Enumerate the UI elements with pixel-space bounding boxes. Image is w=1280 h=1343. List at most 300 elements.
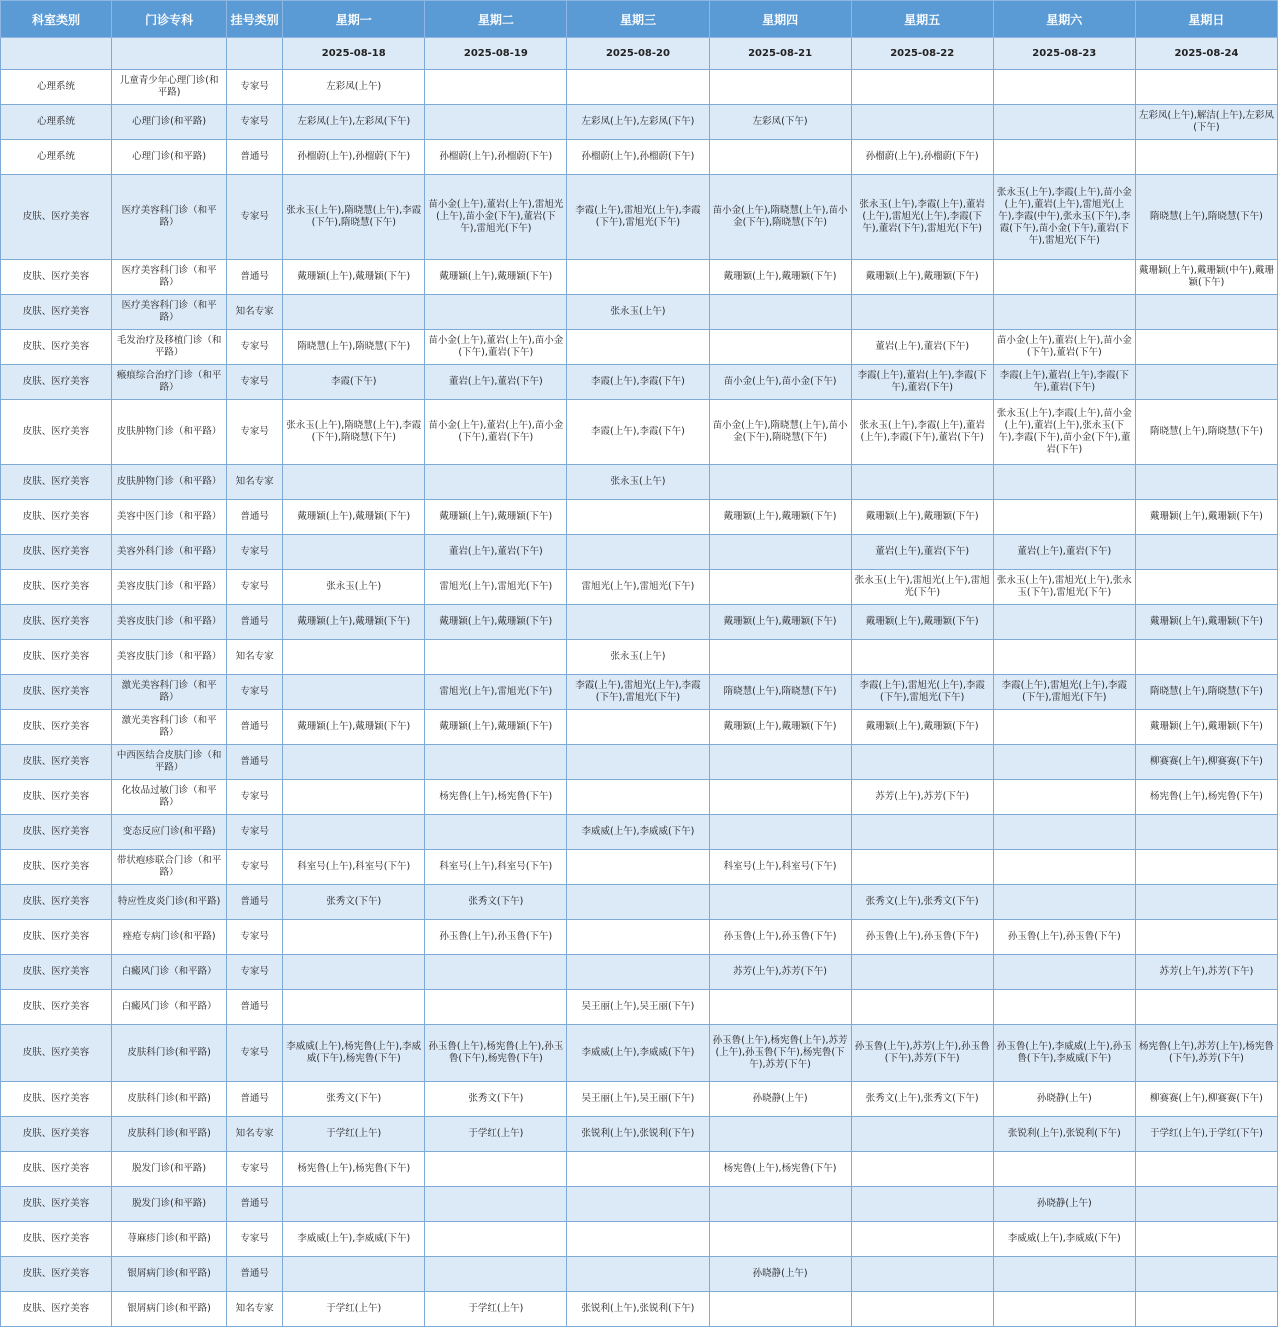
table-row	[1, 400, 1278, 465]
schedule-cell-tuesday	[425, 990, 567, 1025]
table-row	[1, 465, 1278, 500]
schedule-cell-saturday	[993, 1257, 1135, 1292]
schedule-cell-sunday	[1135, 885, 1277, 920]
schedule-cell-monday	[283, 295, 425, 330]
schedule-cell-sunday	[1135, 1257, 1277, 1292]
table-row	[1, 815, 1278, 850]
table-row	[1, 1152, 1278, 1187]
dept-cell: 皮肤、医疗美容	[1, 365, 112, 400]
schedule-cell-monday: 张永玉(上午),隋晓慧(上午),李霞(下午),隋晓慧(下午)	[283, 400, 425, 465]
schedule-cell-saturday	[993, 815, 1135, 850]
schedule-cell-wednesday	[567, 535, 709, 570]
schedule-cell-thursday	[709, 570, 851, 605]
schedule-cell-thursday: 孙晓静(上午)	[709, 1257, 851, 1292]
type-cell: 普通号	[227, 710, 283, 745]
dept-cell: 皮肤、医疗美容	[1, 1117, 112, 1152]
schedule-cell-tuesday: 孙榴蔚(上午),孙榴蔚(下午)	[425, 140, 567, 175]
clinic-cell: 医疗美容科门诊（和平路）	[112, 175, 227, 260]
schedule-cell-friday: 董岩(上午),董岩(下午)	[851, 330, 993, 365]
schedule-cell-friday	[851, 1222, 993, 1257]
header-type: 挂号类别	[227, 1, 283, 38]
schedule-cell-thursday	[709, 640, 851, 675]
type-cell: 专家号	[227, 675, 283, 710]
dept-cell: 皮肤、医疗美容	[1, 780, 112, 815]
schedule-cell-wednesday	[567, 500, 709, 535]
dept-cell: 皮肤、医疗美容	[1, 330, 112, 365]
schedule-cell-sunday: 苏芳(上午),苏芳(下午)	[1135, 955, 1277, 990]
schedule-cell-monday: 于学红(上午)	[283, 1117, 425, 1152]
table-row	[1, 605, 1278, 640]
header-dept: 科室类别	[1, 1, 112, 38]
clinic-cell: 中西医结合皮肤门诊（和平路）	[112, 745, 227, 780]
schedule-cell-wednesday: 李霞(上午),雷旭光(上午),李霞(下午),雷旭光(下午)	[567, 175, 709, 260]
type-cell: 专家号	[227, 1222, 283, 1257]
schedule-cell-wednesday	[567, 920, 709, 955]
schedule-cell-thursday	[709, 1187, 851, 1222]
type-cell: 专家号	[227, 780, 283, 815]
schedule-cell-friday	[851, 990, 993, 1025]
schedule-cell-monday	[283, 640, 425, 675]
table-row	[1, 1082, 1278, 1117]
dept-cell: 皮肤、医疗美容	[1, 260, 112, 295]
schedule-cell-monday: 戴珊颖(上午),戴珊颖(下午)	[283, 710, 425, 745]
clinic-cell: 带状疱疹联合门诊（和平路）	[112, 850, 227, 885]
schedule-cell-friday	[851, 1152, 993, 1187]
clinic-cell: 激光美容科门诊（和平路）	[112, 675, 227, 710]
schedule-cell-sunday	[1135, 570, 1277, 605]
schedule-cell-thursday: 杨宪鲁(上午),杨宪鲁(下午)	[709, 1152, 851, 1187]
schedule-cell-saturday	[993, 955, 1135, 990]
schedule-cell-saturday: 孙晓静(上午)	[993, 1082, 1135, 1117]
schedule-cell-thursday: 戴珊颖(上午),戴珊颖(下午)	[709, 605, 851, 640]
type-cell: 知名专家	[227, 295, 283, 330]
schedule-cell-wednesday	[567, 1187, 709, 1222]
type-cell: 普通号	[227, 260, 283, 295]
type-cell: 普通号	[227, 605, 283, 640]
table-row	[1, 675, 1278, 710]
schedule-cell-monday: 隋晓慧(上午),隋晓慧(下午)	[283, 330, 425, 365]
table-row	[1, 1025, 1278, 1082]
clinic-cell: 医疗美容科门诊（和平路）	[112, 295, 227, 330]
schedule-cell-thursday	[709, 1117, 851, 1152]
table-row	[1, 1257, 1278, 1292]
schedule-cell-tuesday: 于学红(上午)	[425, 1292, 567, 1327]
schedule-cell-saturday: 李威威(上午),李威威(下午)	[993, 1222, 1135, 1257]
header-clinic: 门诊专科	[112, 1, 227, 38]
dept-cell: 心理系统	[1, 105, 112, 140]
type-cell: 专家号	[227, 70, 283, 105]
schedule-cell-friday	[851, 815, 993, 850]
clinic-cell: 化妆品过敏门诊（和平路）	[112, 780, 227, 815]
clinic-cell: 皮肤肿物门诊（和平路）	[112, 465, 227, 500]
schedule-cell-monday: 李威威(上午),杨宪鲁(上午),李威威(下午),杨宪鲁(下午)	[283, 1025, 425, 1082]
schedule-cell-saturday	[993, 70, 1135, 105]
date-row	[1, 38, 1278, 70]
schedule-cell-saturday	[993, 850, 1135, 885]
type-cell: 普通号	[227, 745, 283, 780]
clinic-cell: 痤疮专病门诊(和平路)	[112, 920, 227, 955]
schedule-cell-wednesday: 吴王丽(上午),吴王丽(下午)	[567, 990, 709, 1025]
date-wednesday: 2025-08-20	[567, 38, 709, 70]
date-monday: 2025-08-18	[283, 38, 425, 70]
schedule-cell-tuesday	[425, 1222, 567, 1257]
schedule-cell-wednesday	[567, 885, 709, 920]
table-row	[1, 535, 1278, 570]
schedule-cell-thursday	[709, 745, 851, 780]
clinic-cell: 激光美容科门诊（和平路）	[112, 710, 227, 745]
schedule-cell-saturday	[993, 780, 1135, 815]
schedule-cell-monday	[283, 780, 425, 815]
schedule-cell-monday	[283, 990, 425, 1025]
dept-cell: 皮肤、医疗美容	[1, 1257, 112, 1292]
date-sunday: 2025-08-24	[1135, 38, 1277, 70]
schedule-cell-wednesday: 张锐利(上午),张锐利(下午)	[567, 1292, 709, 1327]
header-row	[1, 1, 1278, 38]
schedule-cell-saturday	[993, 1152, 1135, 1187]
schedule-cell-wednesday: 左彩凤(上午),左彩凤(下午)	[567, 105, 709, 140]
schedule-cell-wednesday	[567, 1222, 709, 1257]
dept-cell: 皮肤、医疗美容	[1, 1187, 112, 1222]
schedule-cell-saturday: 李霞(上午),董岩(上午),李霞(下午),董岩(下午)	[993, 365, 1135, 400]
schedule-cell-tuesday: 苗小金(上午),董岩(上午),苗小金(下午),董岩(下午)	[425, 400, 567, 465]
schedule-cell-thursday	[709, 780, 851, 815]
date-blank	[1, 38, 112, 70]
date-blank	[112, 38, 227, 70]
schedule-cell-thursday: 戴珊颖(上午),戴珊颖(下午)	[709, 260, 851, 295]
clinic-cell: 皮肤科门诊(和平路)	[112, 1025, 227, 1082]
table-row	[1, 955, 1278, 990]
dept-cell: 皮肤、医疗美容	[1, 175, 112, 260]
clinic-cell: 美容皮肤门诊（和平路）	[112, 640, 227, 675]
schedule-cell-tuesday: 孙玉鲁(上午),杨宪鲁(上午),孙玉鲁(下午),杨宪鲁(下午)	[425, 1025, 567, 1082]
schedule-cell-friday: 苏芳(上午),苏芳(下午)	[851, 780, 993, 815]
schedule-cell-saturday: 苗小金(上午),董岩(上午),苗小金(下午),董岩(下午)	[993, 330, 1135, 365]
dept-cell: 皮肤、医疗美容	[1, 295, 112, 330]
dept-cell: 皮肤、医疗美容	[1, 920, 112, 955]
schedule-cell-saturday	[993, 605, 1135, 640]
type-cell: 知名专家	[227, 1292, 283, 1327]
schedule-cell-tuesday	[425, 745, 567, 780]
schedule-cell-monday: 戴珊颖(上午),戴珊颖(下午)	[283, 500, 425, 535]
schedule-cell-friday: 孙玉鲁(上午),孙玉鲁(下午)	[851, 920, 993, 955]
schedule-cell-sunday	[1135, 70, 1277, 105]
type-cell: 专家号	[227, 850, 283, 885]
schedule-cell-sunday	[1135, 365, 1277, 400]
type-cell: 知名专家	[227, 1117, 283, 1152]
schedule-cell-tuesday: 杨宪鲁(上午),杨宪鲁(下午)	[425, 780, 567, 815]
date-saturday: 2025-08-23	[993, 38, 1135, 70]
clinic-cell: 特应性皮炎门诊(和平路)	[112, 885, 227, 920]
table-row	[1, 745, 1278, 780]
schedule-cell-tuesday	[425, 815, 567, 850]
clinic-cell: 儿童青少年心理门诊(和平路)	[112, 70, 227, 105]
schedule-cell-sunday: 隋晓慧(上午),隋晓慧(下午)	[1135, 175, 1277, 260]
schedule-cell-tuesday: 苗小金(上午),董岩(上午),苗小金(下午),董岩(下午)	[425, 330, 567, 365]
schedule-cell-tuesday	[425, 1152, 567, 1187]
schedule-cell-wednesday	[567, 70, 709, 105]
schedule-cell-tuesday: 于学红(上午)	[425, 1117, 567, 1152]
schedule-cell-wednesday: 张永玉(上午)	[567, 465, 709, 500]
schedule-cell-tuesday: 戴珊颖(上午),戴珊颖(下午)	[425, 500, 567, 535]
clinic-cell: 皮肤科门诊(和平路)	[112, 1082, 227, 1117]
schedule-cell-thursday: 科室号(上午),科室号(下午)	[709, 850, 851, 885]
dept-cell: 皮肤、医疗美容	[1, 675, 112, 710]
schedule-cell-tuesday: 雷旭光(上午),雷旭光(下午)	[425, 675, 567, 710]
table-row	[1, 710, 1278, 745]
dept-cell: 皮肤、医疗美容	[1, 535, 112, 570]
type-cell: 普通号	[227, 500, 283, 535]
schedule-cell-thursday	[709, 465, 851, 500]
schedule-cell-sunday	[1135, 140, 1277, 175]
clinic-cell: 医疗美容科门诊（和平路）	[112, 260, 227, 295]
dept-cell: 皮肤、医疗美容	[1, 710, 112, 745]
clinic-cell: 脱发门诊(和平路)	[112, 1152, 227, 1187]
header-saturday: 星期六	[993, 1, 1135, 38]
schedule-cell-thursday: 孙玉鲁(上午),杨宪鲁(上午),苏芳(上午),孙玉鲁(下午),杨宪鲁(下午),苏芳(下午)	[709, 1025, 851, 1082]
type-cell: 专家号	[227, 920, 283, 955]
schedule-cell-friday	[851, 745, 993, 780]
schedule-cell-sunday	[1135, 1187, 1277, 1222]
schedule-cell-sunday	[1135, 850, 1277, 885]
schedule-cell-thursday: 隋晓慧(上午),隋晓慧(下午)	[709, 675, 851, 710]
dept-cell: 皮肤、医疗美容	[1, 1292, 112, 1327]
schedule-cell-sunday: 戴珊颖(上午),戴珊颖(下午)	[1135, 710, 1277, 745]
dept-cell: 皮肤、医疗美容	[1, 1152, 112, 1187]
schedule-cell-tuesday: 董岩(上午),董岩(下午)	[425, 535, 567, 570]
schedule-cell-sunday	[1135, 535, 1277, 570]
table-row	[1, 640, 1278, 675]
schedule-cell-sunday	[1135, 1222, 1277, 1257]
schedule-cell-monday	[283, 465, 425, 500]
schedule-cell-friday: 张永玉(上午),李霞(上午),董岩(上午),李霞(下午),董岩(下午)	[851, 400, 993, 465]
schedule-cell-wednesday	[567, 260, 709, 295]
clinic-cell: 荨麻疹门诊(和平路)	[112, 1222, 227, 1257]
dept-cell: 皮肤、医疗美容	[1, 955, 112, 990]
date-thursday: 2025-08-21	[709, 38, 851, 70]
clinic-cell: 变态反应门诊(和平路)	[112, 815, 227, 850]
schedule-cell-wednesday	[567, 710, 709, 745]
schedule-cell-wednesday: 李霞(上午),李霞(下午)	[567, 400, 709, 465]
schedule-cell-wednesday	[567, 745, 709, 780]
table-row	[1, 140, 1278, 175]
schedule-cell-thursday	[709, 815, 851, 850]
schedule-cell-monday: 科室号(上午),科室号(下午)	[283, 850, 425, 885]
schedule-cell-thursday: 戴珊颖(上午),戴珊颖(下午)	[709, 500, 851, 535]
type-cell: 普通号	[227, 990, 283, 1025]
schedule-cell-thursday: 左彩凤(下午)	[709, 105, 851, 140]
schedule-cell-friday	[851, 70, 993, 105]
schedule-cell-saturday	[993, 745, 1135, 780]
table-row	[1, 500, 1278, 535]
schedule-cell-monday	[283, 815, 425, 850]
schedule-cell-sunday	[1135, 1292, 1277, 1327]
header-thursday: 星期四	[709, 1, 851, 38]
type-cell: 专家号	[227, 1025, 283, 1082]
schedule-cell-thursday	[709, 1292, 851, 1327]
table-row	[1, 295, 1278, 330]
dept-cell: 皮肤、医疗美容	[1, 745, 112, 780]
schedule-cell-friday	[851, 1117, 993, 1152]
schedule-cell-thursday: 孙玉鲁(上午),孙玉鲁(下午)	[709, 920, 851, 955]
schedule-cell-wednesday	[567, 780, 709, 815]
clinic-cell: 白癜风门诊（和平路）	[112, 955, 227, 990]
schedule-cell-friday	[851, 1292, 993, 1327]
table-row	[1, 885, 1278, 920]
type-cell: 专家号	[227, 570, 283, 605]
table-row	[1, 330, 1278, 365]
schedule-cell-tuesday: 戴珊颖(上午),戴珊颖(下午)	[425, 260, 567, 295]
dept-cell: 皮肤、医疗美容	[1, 605, 112, 640]
type-cell: 专家号	[227, 955, 283, 990]
clinic-cell: 毛发治疗及移植门诊（和平路）	[112, 330, 227, 365]
schedule-cell-sunday: 杨宪鲁(上午),苏芳(上午),杨宪鲁(下午),苏芳(下午)	[1135, 1025, 1277, 1082]
type-cell: 知名专家	[227, 465, 283, 500]
type-cell: 专家号	[227, 330, 283, 365]
schedule-cell-friday: 戴珊颖(上午),戴珊颖(下午)	[851, 500, 993, 535]
dept-cell: 皮肤、医疗美容	[1, 1222, 112, 1257]
schedule-cell-sunday: 柳赛赛(上午),柳赛赛(下午)	[1135, 745, 1277, 780]
schedule-cell-friday: 张秀文(上午),张秀文(下午)	[851, 885, 993, 920]
schedule-cell-sunday: 柳赛赛(上午),柳赛赛(下午)	[1135, 1082, 1277, 1117]
schedule-cell-wednesday: 李威威(上午),李威威(下午)	[567, 815, 709, 850]
table-row	[1, 1117, 1278, 1152]
table-row	[1, 780, 1278, 815]
schedule-cell-friday: 孙玉鲁(上午),苏芳(上午),孙玉鲁(下午),苏芳(下午)	[851, 1025, 993, 1082]
schedule-cell-friday: 李霞(上午),雷旭光(上午),李霞(下午),雷旭光(下午)	[851, 675, 993, 710]
schedule-cell-friday: 李霞(上午),董岩(上午),李霞(下午),董岩(下午)	[851, 365, 993, 400]
clinic-cell: 脱发门诊(和平路)	[112, 1187, 227, 1222]
schedule-cell-sunday: 戴珊颖(上午),戴珊颖(中午),戴珊颖(下午)	[1135, 260, 1277, 295]
schedule-cell-thursday	[709, 140, 851, 175]
schedule-cell-saturday	[993, 710, 1135, 745]
table-row	[1, 175, 1278, 260]
type-cell: 专家号	[227, 400, 283, 465]
schedule-cell-saturday	[993, 990, 1135, 1025]
clinic-cell: 心理门诊(和平路)	[112, 105, 227, 140]
type-cell: 专家号	[227, 105, 283, 140]
schedule-cell-tuesday	[425, 295, 567, 330]
schedule-cell-wednesday	[567, 330, 709, 365]
schedule-cell-thursday	[709, 330, 851, 365]
schedule-cell-friday: 张永玉(上午),雷旭光(上午),雷旭光(下午)	[851, 570, 993, 605]
type-cell: 普通号	[227, 885, 283, 920]
schedule-cell-monday: 孙榴蔚(上午),孙榴蔚(下午)	[283, 140, 425, 175]
type-cell: 专家号	[227, 815, 283, 850]
schedule-cell-thursday	[709, 70, 851, 105]
table-row	[1, 570, 1278, 605]
schedule-cell-thursday: 苗小金(上午),苗小金(下午)	[709, 365, 851, 400]
schedule-cell-friday	[851, 295, 993, 330]
schedule-cell-monday	[283, 675, 425, 710]
schedule-cell-wednesday: 李霞(上午),李霞(下午)	[567, 365, 709, 400]
schedule-cell-thursday: 苗小金(上午),隋晓慧(上午),苗小金(下午),隋晓慧(下午)	[709, 400, 851, 465]
dept-cell: 皮肤、医疗美容	[1, 1082, 112, 1117]
schedule-cell-friday: 张秀文(上午),张秀文(下午)	[851, 1082, 993, 1117]
schedule-cell-thursday: 苏芳(上午),苏芳(下午)	[709, 955, 851, 990]
clinic-cell: 美容皮肤门诊（和平路）	[112, 570, 227, 605]
schedule-cell-thursday	[709, 295, 851, 330]
dept-cell: 皮肤、医疗美容	[1, 570, 112, 605]
schedule-cell-tuesday	[425, 105, 567, 140]
schedule-cell-monday: 左彩凤(上午)	[283, 70, 425, 105]
schedule-cell-tuesday: 董岩(上午),董岩(下午)	[425, 365, 567, 400]
schedule-cell-tuesday: 张秀文(下午)	[425, 1082, 567, 1117]
schedule-cell-saturday	[993, 1292, 1135, 1327]
schedule-cell-sunday	[1135, 295, 1277, 330]
schedule-cell-tuesday: 戴珊颖(上午),戴珊颖(下午)	[425, 605, 567, 640]
schedule-cell-wednesday: 孙榴蔚(上午),孙榴蔚(下午)	[567, 140, 709, 175]
schedule-cell-saturday	[993, 465, 1135, 500]
type-cell: 普通号	[227, 1082, 283, 1117]
schedule-cell-monday: 张永玉(上午)	[283, 570, 425, 605]
schedule-cell-friday	[851, 850, 993, 885]
schedule-cell-wednesday: 吴王丽(上午),吴王丽(下午)	[567, 1082, 709, 1117]
clinic-cell: 银屑病门诊(和平路)	[112, 1257, 227, 1292]
schedule-cell-wednesday	[567, 1152, 709, 1187]
type-cell: 普通号	[227, 140, 283, 175]
schedule-cell-saturday	[993, 640, 1135, 675]
header-friday: 星期五	[851, 1, 993, 38]
schedule-cell-friday	[851, 465, 993, 500]
table-row	[1, 1187, 1278, 1222]
schedule-cell-thursday: 苗小金(上午),隋晓慧(上午),苗小金(下午),隋晓慧(下午)	[709, 175, 851, 260]
schedule-cell-wednesday: 张永玉(上午)	[567, 295, 709, 330]
schedule-cell-sunday	[1135, 640, 1277, 675]
schedule-cell-saturday: 孙玉鲁(上午),孙玉鲁(下午)	[993, 920, 1135, 955]
dept-cell: 皮肤、医疗美容	[1, 500, 112, 535]
schedule-cell-monday: 李霞(下午)	[283, 365, 425, 400]
schedule-cell-sunday: 杨宪鲁(上午),杨宪鲁(下午)	[1135, 780, 1277, 815]
schedule-cell-wednesday: 李霞(上午),雷旭光(上午),李霞(下午),雷旭光(下午)	[567, 675, 709, 710]
schedule-cell-monday: 张永玉(上午),隋晓慧(上午),李霞(下午),隋晓慧(下午)	[283, 175, 425, 260]
schedule-cell-sunday: 隋晓慧(上午),隋晓慧(下午)	[1135, 400, 1277, 465]
schedule-cell-thursday	[709, 990, 851, 1025]
header-monday: 星期一	[283, 1, 425, 38]
schedule-cell-tuesday: 张秀文(下午)	[425, 885, 567, 920]
schedule-cell-monday: 张秀文(下午)	[283, 1082, 425, 1117]
schedule-cell-monday: 李威威(上午),李威威(下午)	[283, 1222, 425, 1257]
header-sunday: 星期日	[1135, 1, 1277, 38]
schedule-cell-saturday	[993, 295, 1135, 330]
schedule-cell-friday	[851, 105, 993, 140]
schedule-cell-saturday: 张永玉(上午),雷旭光(上午),张永玉(下午),雷旭光(下午)	[993, 570, 1135, 605]
schedule-cell-tuesday: 科室号(上午),科室号(下午)	[425, 850, 567, 885]
date-friday: 2025-08-22	[851, 38, 993, 70]
schedule-cell-friday: 戴珊颖(上午),戴珊颖(下午)	[851, 605, 993, 640]
schedule-cell-saturday: 张永玉(上午),李霞(上午),苗小金(上午),董岩(上午),雷旭光(上午),李霞(中午),张永玉(下午),李霞(下午),苗小金(下午),董岩(下午),雷旭光(下午)	[993, 175, 1135, 260]
schedule-cell-friday	[851, 1257, 993, 1292]
schedule-cell-friday: 戴珊颖(上午),戴珊颖(下午)	[851, 260, 993, 295]
schedule-cell-friday	[851, 1187, 993, 1222]
schedule-cell-sunday	[1135, 330, 1277, 365]
schedule-cell-tuesday	[425, 1187, 567, 1222]
schedule-cell-monday	[283, 535, 425, 570]
clinic-cell: 皮肤科门诊(和平路)	[112, 1117, 227, 1152]
clinic-cell: 银屑病门诊(和平路)	[112, 1292, 227, 1327]
table-row	[1, 105, 1278, 140]
header-wednesday: 星期三	[567, 1, 709, 38]
schedule-cell-friday	[851, 640, 993, 675]
schedule-cell-thursday: 戴珊颖(上午),戴珊颖(下午)	[709, 710, 851, 745]
clinic-cell: 美容外科门诊（和平路）	[112, 535, 227, 570]
schedule-cell-saturday: 董岩(上午),董岩(下午)	[993, 535, 1135, 570]
type-cell: 普通号	[227, 1257, 283, 1292]
header-tuesday: 星期二	[425, 1, 567, 38]
schedule-cell-monday: 杨宪鲁(上午),杨宪鲁(下午)	[283, 1152, 425, 1187]
schedule-body	[1, 70, 1278, 1327]
table-row	[1, 990, 1278, 1025]
clinic-cell: 瘢痕综合治疗门诊（和平路）	[112, 365, 227, 400]
